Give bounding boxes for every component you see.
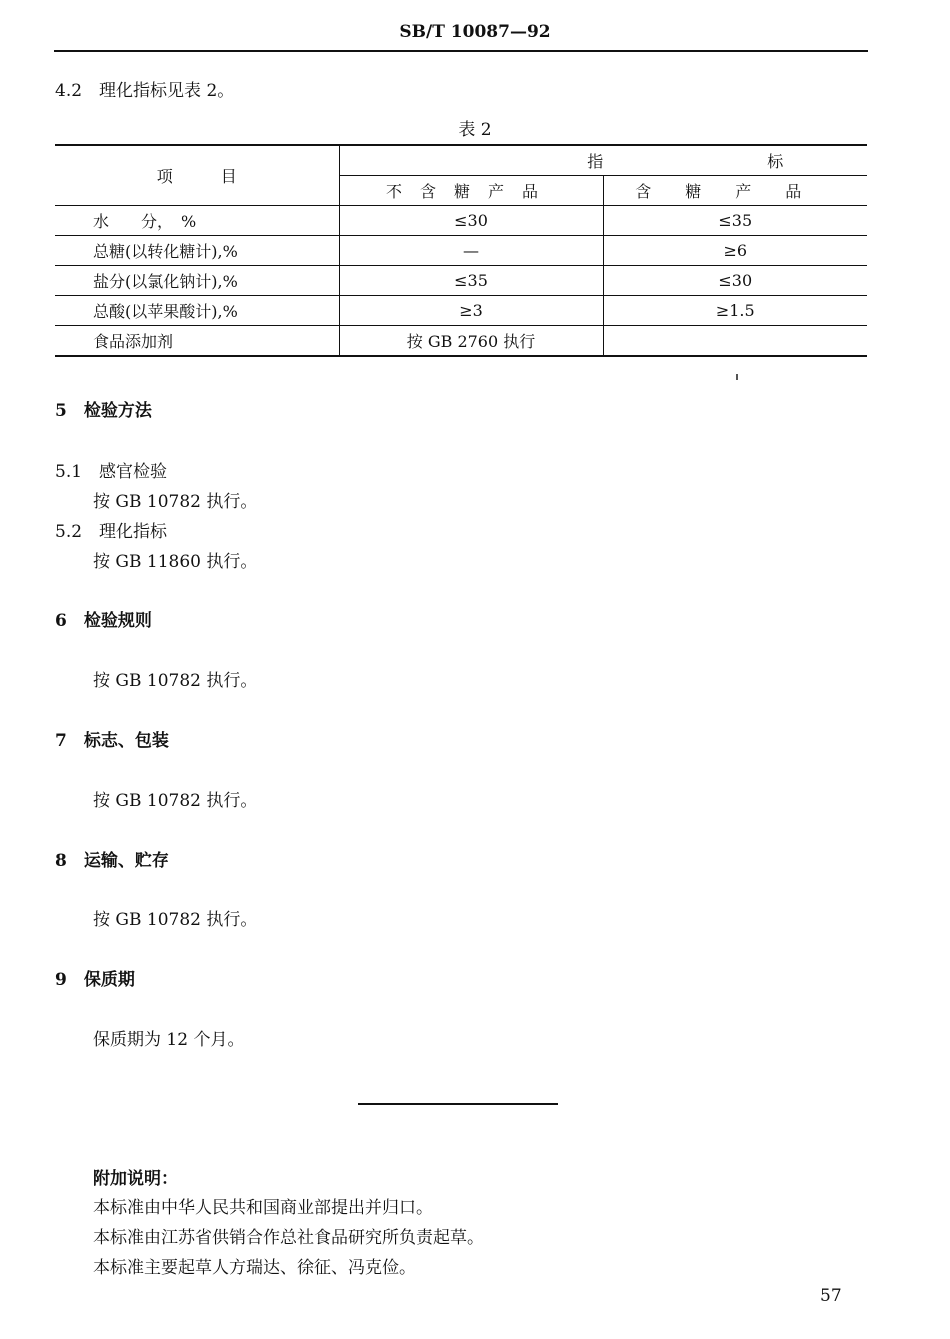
clause-5-1-text: 按 GB 10782 执行。 bbox=[93, 492, 258, 512]
header-index-2: 标 bbox=[767, 152, 784, 171]
section-9-text: 保质期为 12 个月。 bbox=[93, 1030, 245, 1050]
section-7-text: 按 GB 10782 执行。 bbox=[93, 791, 258, 811]
notes-line-1: 本标准由中华人民共和国商业部提出并归口。 bbox=[93, 1198, 433, 1218]
notes-title: 附加说明： bbox=[93, 1169, 178, 1189]
row-sugar-value: ≥6 bbox=[603, 236, 867, 266]
clause-5-2-text: 按 GB 11860 执行。 bbox=[93, 552, 258, 572]
table-row bbox=[55, 236, 867, 266]
section-5-title: 5 检验方法 bbox=[55, 401, 152, 421]
row-no-sugar-value: ≥3 bbox=[339, 296, 603, 326]
clause-5-2-title: 5.2 理化指标 bbox=[55, 522, 168, 542]
table-header-row bbox=[55, 145, 867, 176]
subheader-sugar bbox=[603, 176, 867, 206]
row-item: 总酸(以苹果酸计),% bbox=[55, 296, 339, 326]
header-item-cell bbox=[55, 145, 339, 206]
row-sugar-value: ≤30 bbox=[603, 266, 867, 296]
row-sugar-value: ≥1.5 bbox=[603, 296, 867, 326]
row-no-sugar-value: 按 GB 2760 执行 bbox=[339, 326, 603, 357]
section-6-text: 按 GB 10782 执行。 bbox=[93, 671, 258, 691]
page-number: 57 bbox=[820, 1286, 842, 1306]
document-header: SB/T 10087—92 bbox=[399, 22, 551, 42]
header-item: 项 目 bbox=[156, 167, 237, 186]
row-item: 盐分(以氯化钠计),% bbox=[55, 266, 339, 296]
section-6-title: 6 检验规则 bbox=[55, 611, 152, 631]
header-rule bbox=[54, 50, 868, 52]
header-index-cell bbox=[339, 145, 867, 176]
clause-5-1-title: 5.1 感官检验 bbox=[55, 462, 168, 482]
scan-speck bbox=[736, 374, 738, 380]
row-no-sugar-value: ≤30 bbox=[339, 206, 603, 236]
row-no-sugar-value: ≤35 bbox=[339, 266, 603, 296]
subheader-no-sugar-label: 不含糖产品 bbox=[385, 182, 556, 201]
header-index-1: 指 bbox=[587, 152, 604, 171]
end-rule bbox=[358, 1103, 558, 1105]
clause-4-2: 4.2 理化指标见表 2。 bbox=[55, 81, 235, 101]
section-7-title: 7 标志、包装 bbox=[55, 731, 169, 751]
section-8-text: 按 GB 10782 执行。 bbox=[93, 910, 258, 930]
section-8-title: 8 运输、贮存 bbox=[55, 851, 169, 871]
row-item: 水 分， % bbox=[55, 206, 339, 236]
table-row bbox=[55, 296, 867, 326]
section-9-title: 9 保质期 bbox=[55, 970, 135, 990]
row-sugar-value bbox=[603, 326, 867, 357]
subheader-no-sugar bbox=[339, 176, 603, 206]
notes-line-3: 本标准主要起草人方瑞达、徐征、冯克俭。 bbox=[93, 1258, 416, 1278]
table-row bbox=[55, 266, 867, 296]
subheader-sugar-label: 含糖产品 bbox=[635, 182, 836, 201]
row-item: 食品添加剂 bbox=[55, 326, 339, 357]
row-item: 总糖(以转化糖计),% bbox=[55, 236, 339, 266]
table-row bbox=[55, 326, 867, 357]
row-no-sugar-value: — bbox=[339, 236, 603, 266]
table-caption: 表 2 bbox=[458, 120, 492, 140]
notes-line-2: 本标准由江苏省供销合作总社食品研究所负责起草。 bbox=[93, 1228, 484, 1248]
row-sugar-value: ≤35 bbox=[603, 206, 867, 236]
table-row bbox=[55, 206, 867, 236]
physicochemical-table bbox=[55, 144, 867, 357]
